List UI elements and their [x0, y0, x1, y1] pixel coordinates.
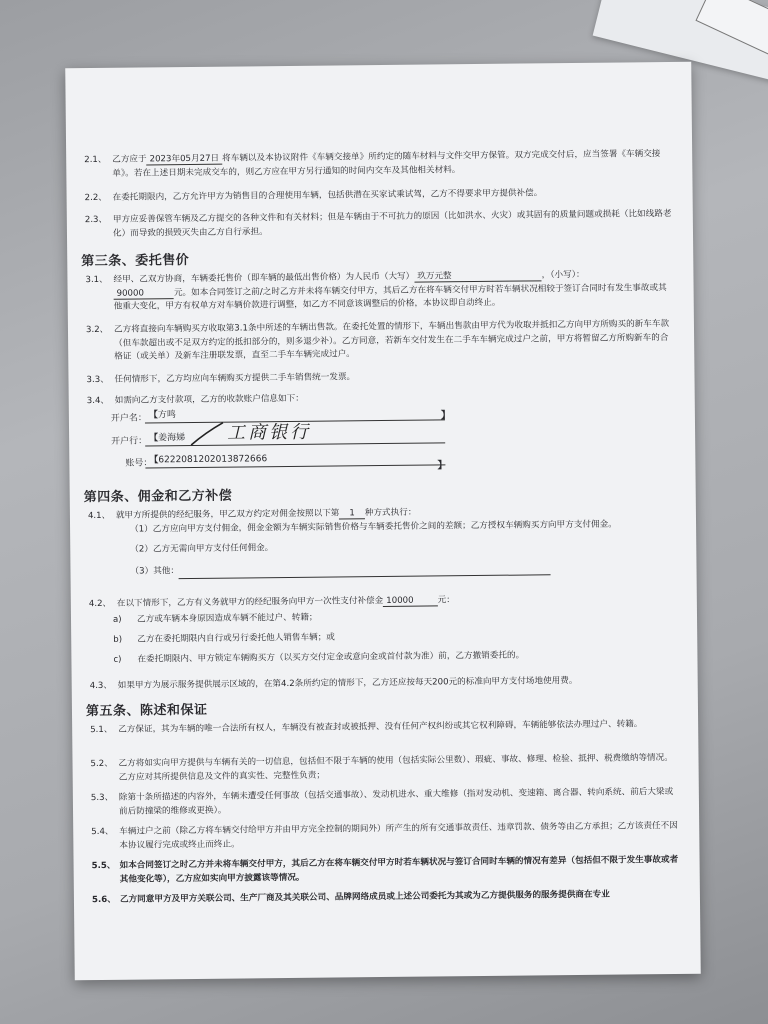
- commission-option-3: （3）其他：: [130, 560, 676, 579]
- commission-option-1: （1）乙方应向甲方支付佣金，佣金金额为车辆实际销售价格与车辆委托售价之间的差额；乙方授权车辆购买方向甲方支付佣金。: [130, 519, 617, 535]
- clause-2-1: [66, 148, 692, 179]
- clause-3-2: 3.2、 乙方将直接向车辆购买方收取第3.1条中所述的车辆出售款。在委托处置的情形下，车辆出售款由甲方代为收取并抵扣乙方向甲方所购买的新车车款（但车款超出或不足双方约定的抵扣部分的，则多退少补）。乙方同意，若新车交付发生在二手车车辆完成过户之前，甲方将暂留乙方所购新车的合格证（或关单）及新车注册联发票，直至二手车车辆完成过户。: [85, 318, 670, 362]
- account-bank-label: 开户行：: [111, 436, 148, 447]
- commission-option: 1: [339, 508, 365, 519]
- clause-number: 2.1、: [84, 154, 107, 166]
- clause-5-5: 5.5、 如本合同签订之时乙方并未将车辆交付甲方，其后乙方在将车辆交付甲方时若车辆状况与签订合同时车辆的情况有差异（包括但不限于发生事故或者其他变化等），乙方应如实向甲方披露该等情况。: [91, 854, 679, 885]
- section-heading-5: 第五条、陈述和保证: [85, 702, 208, 720]
- clause-2-3: 2.3、 甲方应妥善保管车辆及乙方提交的各种文件和有关材料；但是车辆由于不可抗力的原因（比如洪水、火灾）或其固有的质量问题或损耗（比如线路老化）而导致的损毁灭失由乙方自行承担。: [84, 208, 672, 239]
- clause-3-3: 3.3、 任何情形下，乙方均应向车辆购买方提供二手车销售统一发票。: [86, 372, 356, 386]
- clause-5-2: 5.2、 乙方将如实向甲方提供与车辆有关的一切信息，包括但不限于车辆的使用（包括实际公里数）、瑕疵、事故、修理、检验、抵押、税费缴纳等情况。乙方应对其所提供信息及文件的真实性、完整性负责；: [90, 752, 673, 783]
- section-heading-3: 第三条、委托售价: [81, 253, 190, 270]
- contract-page: 2.1、 乙方应于 2023年05月27日 将车辆以及本协议附件《车辆交接单》所约定的随车材料与文件交甲方保管。双方完成交付后，应当签署《车辆交接单》。若在上述日期未完成交车的，则乙方应在甲方另行通知的时间内交车及其他相关材料。 2.2、 在委托期限内，乙方允许甲方为销售目的合理使用车辆，包括供潜在买家试乘试驾，乙方不得要求甲方提供补偿。 2.3、 甲方应妥善保管车辆及乙方提交的各种文件和有关材料；但是车辆由于不可抗力的原因（比如洪水、火灾）或其固有的质量问题或损耗（比如线路老化）而导致的损毁灭失由乙方自行承担。 第三条、委托售价 3.1、 经甲、乙双方协商，车辆委托售价（即车辆的最低出售价格）为人民币（大写） 玖万元整 ，（小写）： 90000 元。如本合同签订之前/之时乙方并未将车辆交付甲方，其后乙方在将车辆交付甲方时若车辆状况相较于签订合同时有发生事故或其他重大变化，甲方有权单方对车辆价款进行调整，如乙方不同意该调整后的价格，本协议即自动终止。 3.2、 乙方将直接向车辆购买方收取第3.1条中所述的车辆出售款。在委托处置的情形下，车辆出售款由甲方代为收取并抵扣乙方向甲方所购买的新车车款（但车款超出或不足双方约定的抵扣部分的，则多退少补）。乙方同意，若新车交付发生在二手车车辆完成过户之前，甲方将暂留乙方所购新车的合格证（或关单）及新车注册联发票，直至二手车车辆完成过户。 3.3、 任何情形下，乙方均应向车辆购买方提供二手车销售统一发票。 3.4、 如需向乙方支付款项，乙方的收款账户信息如下： 开户名： 【方鸣 】 开户行： 【姜海娣 工商银行 账号： 【6222081202013872666 】 第四条、佣金和乙方补偿 4.1、 就甲方所提供的经纪服务，甲乙双方约定对佣金按照以下第 1 种方式执行： （1）乙方应向甲方支付佣金，佣金金额为车辆实际销售价格与车辆委托售价之间的差额；乙方授权车辆购买方向甲方支付佣金。 （2）乙方无需向甲方支付任何佣金。 （3）其他： 4.2、 在以下情形下，乙方有义务就甲方的经纪服务向甲方一次性支付补偿金 10000 元： a) 乙方或车辆本身原因造成车辆不能过户、转籍； b) 乙方在委托期限内自行或另行委托他人销售车辆；或 c) 在委托期限内、甲方锁定车辆购买方（以买方交付定金或意向金或首付款为准）前，乙方撤销委托的。 4.3、 如果甲方为展示服务提供展示区域的，在第4.2条所约定的情形下，乙方还应按每天200元的标准向甲方支付场地使用费。 第五条、陈述和保证 5.1、 乙方保证，其为车辆的唯一合法所有权人，车辆没有被查封或被抵押、没有任何产权纠纷或其它权利障碍，车辆能够依法办理过户、转籍。 5.2、 乙方将如实向甲方提供与车辆有关的一切信息，包括但不限于车辆的使用（包括实际公里数）、瑕疵、事故、修理、检验、抵押、税费缴纳等情况。乙方应对其所提供信息及文件的真实性、完整性负责； 5.3、 除第十条所描述的内容外，车辆未遭受任何事故（包括交通事故）、发动机进水、重大维修（指对发动机、变速箱、离合器、转向系统、前后大梁或前后防撞梁的维修或更换）。 5.4、 车辆过户之前（除乙方将车辆交付给甲方并由甲方完全控制的期间外）所产生的所有交通事故责任、违章罚款、债务等由乙方承担；乙方该责任不因本协议履行完成或终止而终止。 5.5、 如本合同签订之时乙方并未将车辆交付甲方，其后乙方在将车辆交付甲方时若车辆状况与签订合同时车辆的情况有差异（包括但不限于发生事故或者其他变化等），乙方应如实向甲方披露该等情况。 5.6、 乙方同意甲方及甲方关联公司、生产厂商及其关联公司、品牌网络成员或上述公司委托为其或为乙方提供服务的服务提供商在专业: [65, 62, 701, 981]
- clause-5-3: 5.3、 除第十条所描述的内容外，车辆未遭受任何事故（包括交通事故）、发动机进水、重大维修（指对发动机、变速箱、离合器、转向系统、前后大梁或前后防撞梁的维修或更换）。: [90, 786, 674, 817]
- delivery-date: 2023年05月27日: [147, 154, 223, 166]
- clause-4-1: 4.1、 就甲方所提供的经纪服务，甲乙双方约定对佣金按照以下第 1 种方式执行：: [87, 507, 417, 522]
- clause-4-2: 4.2、 在以下情形下，乙方有义务就甲方的经纪服务向甲方一次性支付补偿金 10000 元：: [88, 595, 455, 610]
- handwritten-bank-name: 工商银行: [226, 421, 312, 444]
- account-number-field: 【6222081202013872666: [145, 450, 445, 468]
- compensation-case-c: 在委托期限内、甲方锁定车辆购买方（以买方交付定金或意向金或首付款为准）前，乙方撤销委托的。: [137, 650, 525, 665]
- price-uppercase: 玖万元整: [414, 270, 541, 282]
- clause-text: 乙方应于 2023年05月27日 将车辆以及本协议附件《车辆交接单》所约定的随车材料与文件交甲方保管。双方完成交付后，应当签署《车辆交接单》。若在上述日期未完成交车的，则乙方应在甲方另行通知的时间内交车及其他相关材料。: [112, 149, 661, 179]
- commission-option-2: （2）乙方无需向甲方支付任何佣金。: [130, 543, 274, 555]
- account-number-label: 账号：: [125, 458, 153, 469]
- clause-4-3: 4.3、 如果甲方为展示服务提供展示区域的，在第4.2条所约定的情形下，乙方还应按每天200元的标准向甲方支付场地使用费。: [89, 675, 578, 692]
- section-heading-4: 第四条、佣金和乙方补偿: [83, 488, 233, 506]
- price-lowercase: 90000: [114, 288, 174, 300]
- other-blank-line: [179, 574, 551, 579]
- clause-5-1: 5.1、 乙方保证，其为车辆的唯一合法所有权人，车辆没有被查封或被抵押、没有任何产权纠纷或其它权利障碍，车辆能够依法办理过户、转籍。: [90, 719, 643, 736]
- account-bank-field: 【姜海娣: [145, 428, 445, 446]
- handwritten-slash: [187, 419, 227, 449]
- compensation-amount: 10000: [383, 595, 437, 607]
- clause-3-1: 3.1、 经甲、乙双方协商，车辆委托售价（即车辆的最低出售价格）为人民币（大写） 玖万元整 ，（小写）： 90000 元。如本合同签订之前/之时乙方并未将车辆交付甲方，其后乙方在将车辆交付甲方时若车辆状况相较于签订合同时有发生事故或其他重大变化，甲方有权单方对车辆价款进行调整，如乙方不同意该调整后的价格，本协议即自动终止。: [85, 269, 667, 312]
- clause-2-2: 2.2、 在委托期限内，乙方允许甲方为销售目的合理使用车辆，包括供潜在买家试乘试驾，乙方不得要求甲方提供补偿。: [84, 188, 543, 204]
- account-name-field: 【方鸣: [145, 405, 445, 423]
- compensation-case-a: 乙方或车辆本身原因造成车辆不能过户、转籍；: [136, 612, 318, 625]
- clause-5-6: 5.6、 乙方同意甲方及甲方关联公司、生产厂商及其关联公司、品牌网络成员或上述公司委托为其或为乙方提供服务的服务提供商在专业: [91, 889, 610, 906]
- account-name-label: 开户名：: [110, 413, 147, 424]
- compensation-case-b: 乙方在委托期限内自行或另行委托他人销售车辆；或: [137, 632, 335, 645]
- clause-5-4: 5.4、 车辆过户之前（除乙方将车辆交付给甲方并由甲方完全控制的期间外）所产生的所有交通事故责任、违章罚款、债务等由乙方承担；乙方该责任不因本协议履行完成或终止而终止。: [91, 820, 678, 851]
- clause-3-4: 3.4、 如需向乙方支付款项，乙方的收款账户信息如下：: [86, 393, 304, 407]
